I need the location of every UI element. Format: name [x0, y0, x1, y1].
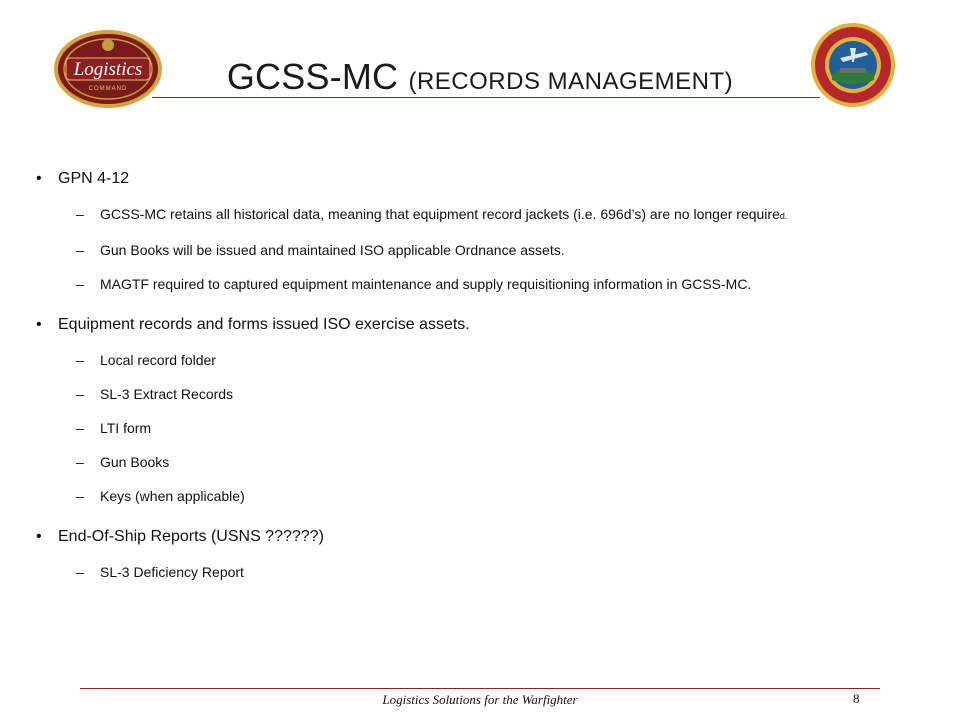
dash-icon: – — [76, 276, 84, 292]
footer-divider — [80, 688, 880, 689]
sub-bullet-historical-data — [36, 204, 946, 226]
dash-icon: – — [76, 242, 84, 258]
page-number: 8 — [853, 691, 860, 706]
footer-tagline: Logistics Solutions for the Warfighter — [382, 692, 578, 707]
sub-bullet-sl3-extract — [36, 384, 946, 404]
sub-bullet-sl3-deficiency — [36, 562, 946, 582]
sub-bullet-text: Gun Books will be issued and maintained ISO applicable Ordnance assets. — [100, 242, 565, 258]
dash-icon: – — [76, 386, 84, 402]
sub-bullet-text: Keys (when applicable) — [100, 488, 245, 504]
bullet-text: End-Of-Ship Reports (USNS ??????) — [58, 528, 324, 545]
dash-icon: – — [76, 420, 84, 436]
sub-bullet-text: SL-3 Extract Records — [100, 386, 234, 402]
dash-icon: – — [76, 564, 84, 580]
bullet-icon: • — [36, 316, 42, 333]
title-main: GCSS-MC — [226, 56, 399, 97]
sub-bullet-magtf — [36, 274, 946, 294]
dash-icon: – — [76, 488, 84, 504]
title-sub: (RECORDS MANAGEMENT) — [408, 68, 734, 95]
sub-bullet-gun-books — [36, 240, 946, 260]
logo-left-subtext: COMMAND — [88, 86, 128, 92]
sub-bullet-text: GCSS-MC retains all historical data, meaning that equipment record jackets (i.e. 696d’s) are no longer require — [100, 206, 780, 222]
sub-bullet-text: Local record folder — [100, 352, 216, 368]
sub-bullet-text: SL-3 Deficiency Report — [100, 564, 244, 580]
bullet-text: GPN 4-12 — [58, 170, 130, 187]
sub-bullet-keys — [36, 486, 946, 506]
dash-icon: – — [76, 206, 84, 222]
bullet-end-of-ship — [36, 526, 946, 548]
bullet-icon: • — [36, 528, 42, 545]
bullet-text: Equipment records and forms issued ISO exercise assets. — [58, 316, 470, 333]
dash-icon: – — [76, 352, 84, 368]
bullet-equipment-records — [36, 314, 946, 336]
bullet-gpn — [36, 168, 946, 190]
slide-title — [0, 56, 960, 98]
logo-left-wordmark: Logistics — [73, 59, 143, 80]
sub-bullet-gun-books-2 — [36, 452, 946, 472]
sub-bullet-text: Gun Books — [100, 454, 170, 470]
dash-icon: – — [76, 454, 84, 470]
title-divider — [152, 97, 820, 98]
sub-bullet-lti-form — [36, 418, 946, 438]
sub-bullet-text: LTI form — [100, 420, 152, 436]
sub-bullet-local-record-folder — [36, 350, 946, 370]
slide-body — [36, 168, 946, 582]
bullet-icon: • — [36, 170, 42, 187]
sub-bullet-text-tail: d. — [779, 211, 788, 221]
sub-bullet-text: MAGTF required to captured equipment maintenance and supply requisitioning information in GCSS-MC. — [100, 276, 752, 292]
